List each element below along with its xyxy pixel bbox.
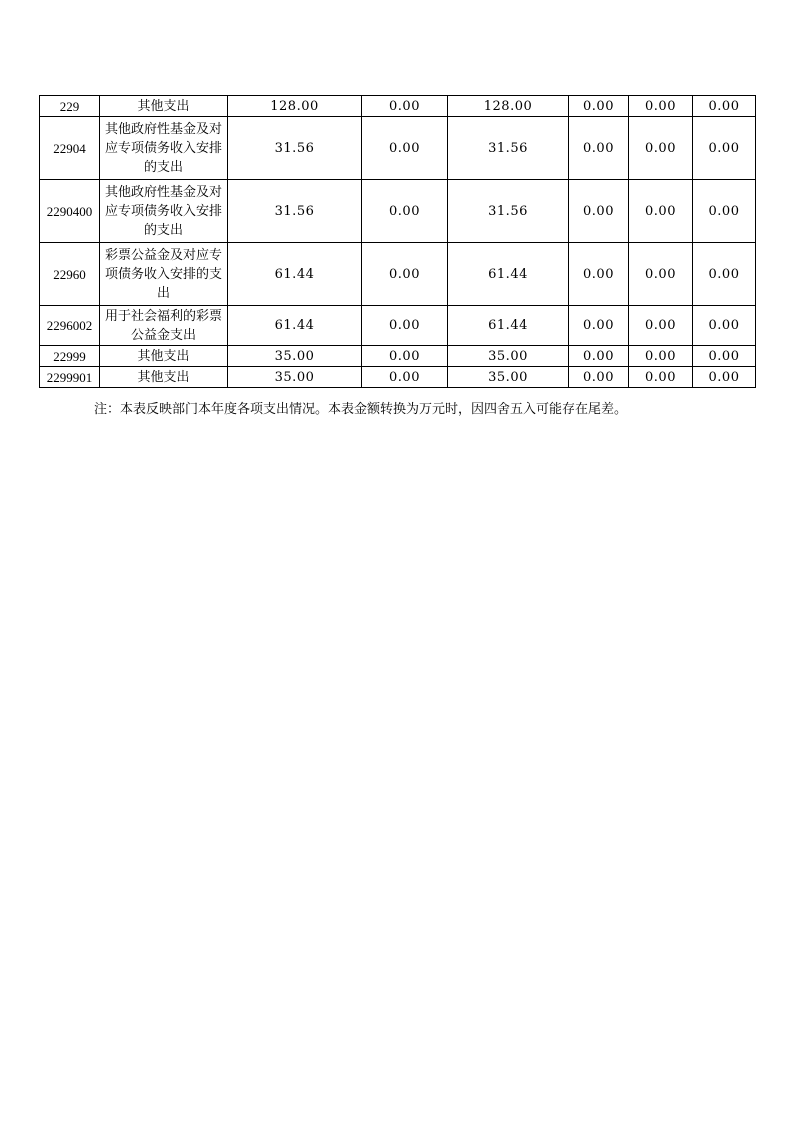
item-code: 229 <box>40 96 100 117</box>
amount-col-7: 0.00 <box>629 96 693 117</box>
amount-col-6: 0.00 <box>569 306 629 346</box>
amount-col-7: 0.00 <box>629 243 693 306</box>
project-amount: 35.00 <box>448 346 569 367</box>
item-code: 2299901 <box>40 367 100 388</box>
expenditure-table <box>39 95 756 388</box>
item-code: 22904 <box>40 117 100 180</box>
item-name: 其他政府性基金及对应专项债务收入安排的支出 <box>100 180 228 243</box>
basic-amount: 0.00 <box>362 306 448 346</box>
total-amount: 128.00 <box>228 96 362 117</box>
table-row <box>40 117 756 180</box>
table-row <box>40 96 756 117</box>
table-row <box>40 243 756 306</box>
basic-amount: 0.00 <box>362 367 448 388</box>
amount-col-6: 0.00 <box>569 346 629 367</box>
item-name: 其他政府性基金及对应专项债务收入安排的支出 <box>100 117 228 180</box>
item-name: 用于社会福利的彩票公益金支出 <box>100 306 228 346</box>
item-code: 2290400 <box>40 180 100 243</box>
table-footnote: 注：本表反映部门本年度各项支出情况。本表金额转换为万元时，因四舍五入可能存在尾差。 <box>94 402 628 417</box>
basic-amount: 0.00 <box>362 180 448 243</box>
amount-col-7: 0.00 <box>629 180 693 243</box>
basic-amount: 0.00 <box>362 117 448 180</box>
table-row <box>40 180 756 243</box>
item-code: 22999 <box>40 346 100 367</box>
project-amount: 61.44 <box>448 306 569 346</box>
table-row <box>40 367 756 388</box>
amount-col-7: 0.00 <box>629 117 693 180</box>
amount-col-8: 0.00 <box>693 180 756 243</box>
amount-col-8: 0.00 <box>693 117 756 180</box>
project-amount: 31.56 <box>448 117 569 180</box>
amount-col-8: 0.00 <box>693 96 756 117</box>
project-amount: 128.00 <box>448 96 569 117</box>
project-amount: 61.44 <box>448 243 569 306</box>
amount-col-6: 0.00 <box>569 96 629 117</box>
basic-amount: 0.00 <box>362 96 448 117</box>
basic-amount: 0.00 <box>362 346 448 367</box>
amount-col-8: 0.00 <box>693 367 756 388</box>
item-name: 其他支出 <box>100 96 228 117</box>
amount-col-8: 0.00 <box>693 306 756 346</box>
total-amount: 31.56 <box>228 117 362 180</box>
item-name: 彩票公益金及对应专项债务收入安排的支出 <box>100 243 228 306</box>
total-amount: 35.00 <box>228 367 362 388</box>
amount-col-6: 0.00 <box>569 243 629 306</box>
amount-col-7: 0.00 <box>629 346 693 367</box>
amount-col-6: 0.00 <box>569 117 629 180</box>
total-amount: 61.44 <box>228 306 362 346</box>
total-amount: 35.00 <box>228 346 362 367</box>
amount-col-7: 0.00 <box>629 367 693 388</box>
amount-col-8: 0.00 <box>693 243 756 306</box>
item-code: 22960 <box>40 243 100 306</box>
amount-col-7: 0.00 <box>629 306 693 346</box>
amount-col-8: 0.00 <box>693 346 756 367</box>
item-name: 其他支出 <box>100 367 228 388</box>
total-amount: 31.56 <box>228 180 362 243</box>
amount-col-6: 0.00 <box>569 367 629 388</box>
basic-amount: 0.00 <box>362 243 448 306</box>
project-amount: 35.00 <box>448 367 569 388</box>
amount-col-6: 0.00 <box>569 180 629 243</box>
item-name: 其他支出 <box>100 346 228 367</box>
total-amount: 61.44 <box>228 243 362 306</box>
project-amount: 31.56 <box>448 180 569 243</box>
item-code: 2296002 <box>40 306 100 346</box>
table-row <box>40 346 756 367</box>
table-row <box>40 306 756 346</box>
